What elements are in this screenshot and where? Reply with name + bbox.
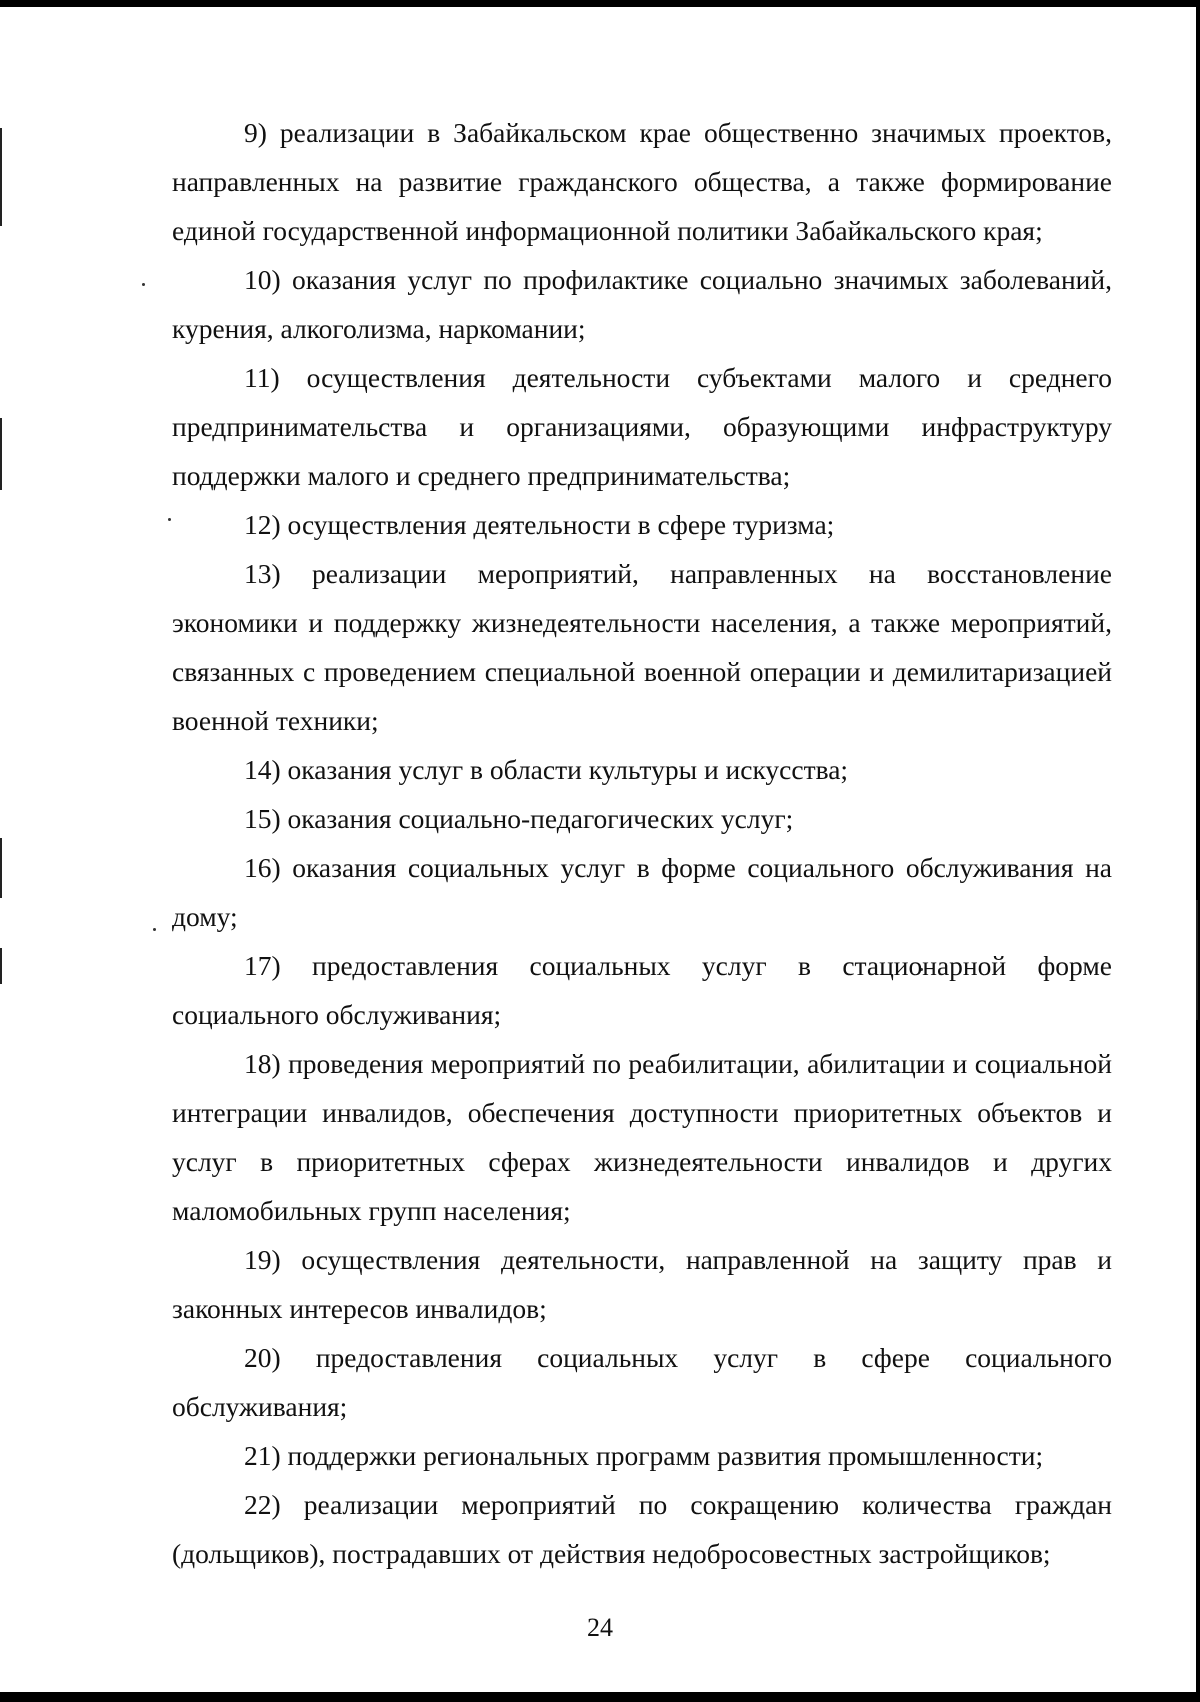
list-item: 19) осуществления деятельности, направленной на защиту прав и законных интересов инвалидов; [172,1244,1112,1324]
scan-speck [153,928,156,931]
list-item: 15) оказания социально-педагогических услуг; [244,803,794,834]
list-item: 22) реализации мероприятий по сокращению количества граждан (дольщиков), пострадавших от действия недобросовестных застройщиков; [172,1489,1112,1569]
list-item: 18) проведения мероприятий по реабилитации, абилитации и социальной интеграции инвалидов, обеспечения доступности приоритетных объектов и услуг в приоритетных сферах жизнедеятельности инвалидов и других маломобильных групп населения; [172,1048,1112,1226]
scan-speck [142,283,145,286]
scan-edge-mark [0,128,2,226]
list-item: 20) предоставления социальных услуг в сфере социального обслуживания; [172,1342,1112,1422]
list-item: 17) предоставления социальных услуг в стационарной форме социального обслуживания; [172,950,1112,1030]
list-item: 11) осуществления деятельности субъектами малого и среднего предпринимательства и организациями, образующими инфраструктуру поддержки малого и среднего предпринимательства; [172,362,1112,491]
page-number: 24 [587,1613,613,1642]
scan-edge-mark [1196,900,1198,1020]
scan-border-top [0,0,1200,7]
list-item: 21) поддержки региональных программ развития промышленности; [244,1440,1044,1471]
list-item: 13) реализации мероприятий, направленных на восстановление экономики и поддержку жизнедеятельности населения, а также мероприятий, связанных с проведением специальной военной операции и демилитаризацией военной техники; [172,558,1112,736]
list-item: 16) оказания социальных услуг в форме социального обслуживания на дому; [172,852,1112,932]
scan-edge-mark [0,418,2,490]
scan-edge-mark [0,948,2,984]
scan-border-bottom [0,1692,1200,1702]
scan-speck [168,518,171,521]
list-item: 14) оказания услуг в области культуры и искусства; [244,754,849,785]
list-item: 12) осуществления деятельности в сфере туризма; [244,509,835,540]
document-body [172,108,1112,1578]
scan-border-right [1196,0,1200,1702]
list-item: 9) реализации в Забайкальском крае общественно значимых проектов, направленных на развитие гражданского общества, а также формирование единой государственной информационной политики Забайкальского края; [172,117,1112,246]
list-item: 10) оказания услуг по профилактике социально значимых заболеваний, курения, алкоголизма, наркомании; [172,264,1112,344]
scan-edge-mark [0,838,2,898]
